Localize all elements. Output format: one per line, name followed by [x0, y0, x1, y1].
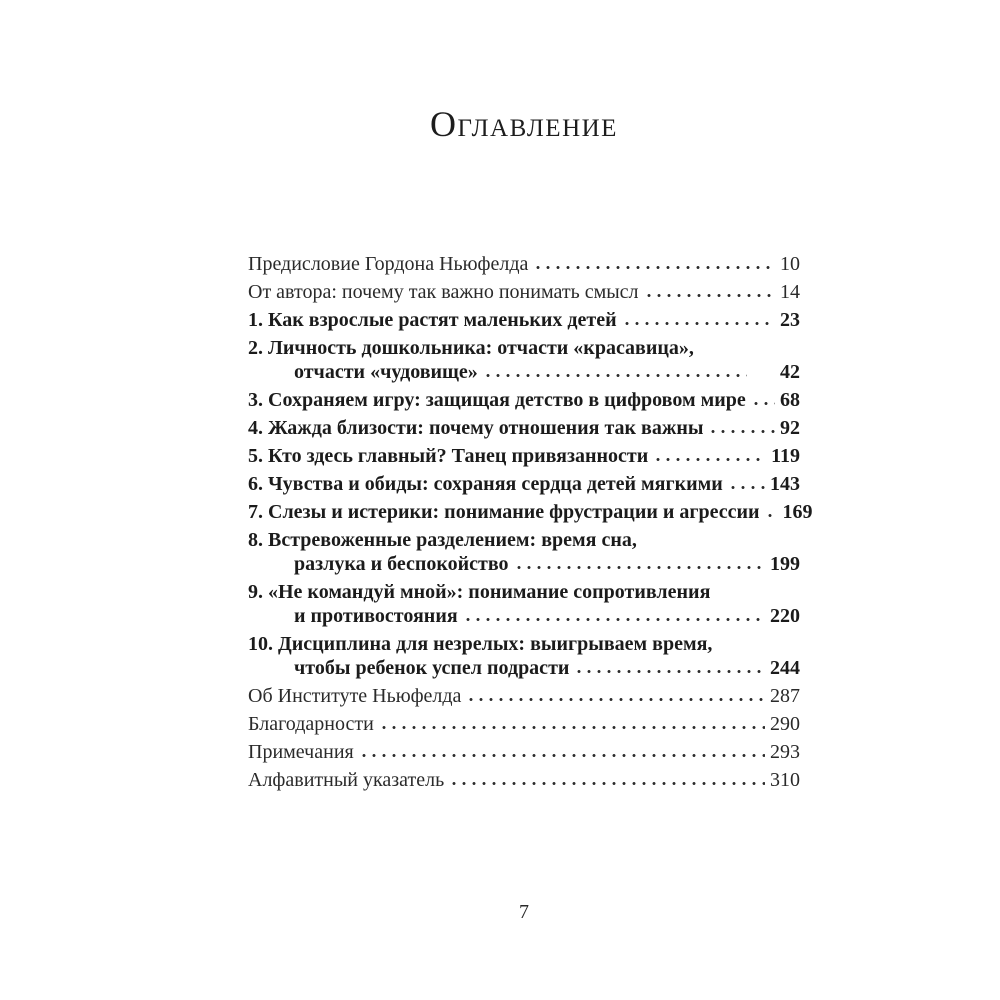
toc-entry: [248, 712, 800, 736]
dot-leader: [647, 293, 775, 298]
toc-entry-page: 169: [782, 501, 813, 523]
toc-entry-page: 92: [780, 417, 800, 439]
toc-entry-page: 293: [770, 741, 800, 763]
toc-entry-label: Примечания: [248, 741, 354, 763]
toc-entry: [248, 416, 800, 440]
toc-entry: [248, 336, 800, 384]
toc-entry-label: Об Институте Ньюфелда: [248, 685, 462, 707]
dot-leader: [711, 429, 775, 434]
toc-entry-page: 23: [780, 309, 800, 331]
toc-entry-label: 2. Личность дошкольника: отчасти «красавица»,: [248, 337, 694, 359]
toc-entry: [248, 500, 813, 524]
toc-entry-label: 1. Как взрослые растят маленьких детей: [248, 309, 617, 331]
toc-entry: [248, 580, 800, 628]
toc-entry-page: 244: [770, 657, 800, 679]
toc-entry-page: 68: [780, 389, 800, 411]
page-title: ОГЛАВЛЕНИЕ: [430, 104, 618, 144]
dot-leader: [469, 697, 765, 702]
dot-leader: [486, 373, 775, 378]
dot-leader: [466, 617, 765, 622]
toc-entry-page: 14: [780, 281, 800, 303]
toc-entry-label: 4. Жажда близости: почему отношения так важны: [248, 417, 704, 439]
dot-leader: [625, 321, 775, 326]
toc-entry: [248, 740, 800, 764]
dot-leader: [754, 401, 775, 406]
toc-entry: [248, 472, 800, 496]
toc-entry-label-continued: чтобы ребенок успел подрасти: [294, 657, 570, 679]
toc-entry-label-continued: разлука и беспокойство: [294, 553, 509, 575]
toc-entry: [248, 388, 800, 412]
toc-entry-label: 3. Сохраняем игру: защищая детство в цифровом мире: [248, 389, 746, 411]
toc-entry-label-continued: отчасти «чудовище»: [294, 361, 478, 383]
toc-entry-label-continued: и противостояния: [294, 605, 458, 627]
dot-leader: [768, 513, 778, 518]
toc-entry-label: 8. Встревоженные разделением: время сна,: [248, 529, 637, 551]
toc-entry: [248, 528, 800, 576]
toc-entry-label: 9. «Не командуй мной»: понимание сопротивления: [248, 581, 711, 603]
table-of-contents: [248, 252, 813, 796]
toc-entry-label: Благодарности: [248, 713, 374, 735]
toc-entry: [248, 252, 800, 276]
toc-entry-label: 7. Слезы и истерики: понимание фрустрации и агрессии: [248, 501, 760, 523]
dot-leader: [536, 265, 775, 270]
toc-entry-page: 143: [770, 473, 800, 495]
toc-entry-label: От автора: почему так важно понимать смысл: [248, 281, 639, 303]
toc-entry: [248, 308, 800, 332]
toc-entry-page: 290: [770, 713, 800, 735]
dot-leader: [452, 781, 765, 786]
toc-entry-label: 10. Дисциплина для незрелых: выигрываем время,: [248, 633, 713, 655]
dot-leader: [577, 669, 765, 674]
dot-leader: [382, 725, 765, 730]
dot-leader: [362, 753, 765, 758]
toc-entry: [248, 768, 800, 792]
toc-entry-page: 119: [771, 445, 800, 467]
dot-leader: [731, 485, 765, 490]
dot-leader: [656, 457, 766, 462]
toc-entry: [248, 632, 800, 680]
toc-entry: [248, 280, 800, 304]
toc-entry-page: 199: [770, 553, 800, 575]
toc-entry: [248, 444, 800, 468]
toc-entry-page: 310: [770, 769, 800, 791]
page-number: 7: [519, 901, 529, 923]
toc-entry-page: 287: [770, 685, 800, 707]
toc-entry-page: 42: [780, 361, 800, 383]
toc-entry: [248, 684, 800, 708]
toc-entry-label: Предисловие Гордона Ньюфелда: [248, 253, 529, 275]
toc-entry-page: 220: [770, 605, 800, 627]
toc-entry-page: 10: [780, 253, 800, 275]
toc-entry-label: 5. Кто здесь главный? Танец привязанности: [248, 445, 649, 467]
toc-entry-label: 6. Чувства и обиды: сохраняя сердца детей мягкими: [248, 473, 723, 495]
toc-entry-label: Алфавитный указатель: [248, 769, 445, 791]
dot-leader: [517, 565, 765, 570]
